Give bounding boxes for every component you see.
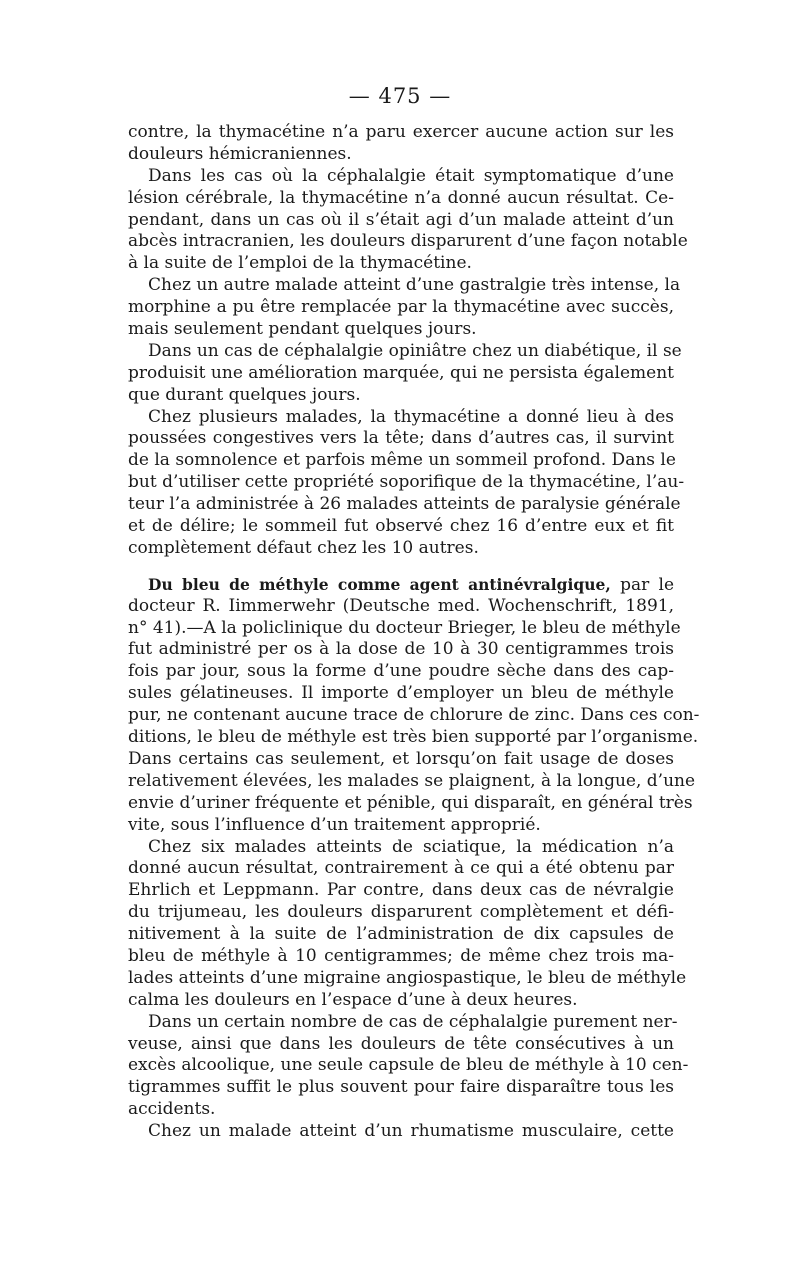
text-line: n° 41).—A la policlinique du docteur Brieger, le bleu de méthyle bbox=[128, 617, 681, 638]
text-line: produisit une amélioration marquée, qui ne persista également bbox=[128, 362, 674, 383]
text-line: Dans un cas de céphalalgie opiniâtre chez un diabétique, il se bbox=[148, 340, 682, 361]
section-gap bbox=[128, 560, 674, 574]
text-line: calma les douleurs en l’espace d’une à deux heures. bbox=[128, 989, 578, 1010]
text-line: veuse, ainsi que dans les douleurs de tête consécutives à un bbox=[128, 1033, 674, 1054]
text-line: vite, sous l’influence d’un traitement approprié. bbox=[128, 814, 541, 835]
text-line: relativement élevées, les malades se plaignent, à la longue, d’une bbox=[128, 770, 696, 791]
text-line: Chez un malade atteint d’un rhumatisme musculaire, cette bbox=[148, 1121, 674, 1142]
text-line: Chez six malades atteints de sciatique, la médication n’a bbox=[148, 836, 674, 857]
text-line: contre, la thymacétine n’a paru exercer aucune action sur les bbox=[128, 122, 674, 142]
text-line: de la somnolence et parfois même un sommeil profond. Dans le bbox=[128, 450, 676, 471]
text-line: et de délire; le sommeil fut observé chez 16 d’entre eux et fit bbox=[128, 516, 674, 537]
text-line: sules gélatineuses. Il importe d’employer un bleu de méthyle bbox=[128, 683, 674, 704]
text-line: excès alcoolique, une seule capsule de bleu de méthyle à 10 cen- bbox=[128, 1055, 689, 1076]
text-line: mais seulement pendant quelques jours. bbox=[128, 319, 477, 340]
text-line: Dans les cas où la céphalalgie était symptomatique d’une bbox=[148, 165, 674, 186]
text-line: fois par jour, sous la forme d’une poudre sèche dans des cap- bbox=[128, 661, 674, 682]
text-line: Dans certains cas seulement, et lorsqu’on fait usage de doses bbox=[128, 748, 674, 769]
text-line: morphine a pu être remplacée par la thymacétine avec succès, bbox=[128, 297, 674, 318]
text-line: poussées congestives vers la tête; dans d’autres cas, il survint bbox=[128, 428, 674, 449]
section-rubric: Du bleu de méthyle comme agent antinévralgique, bbox=[148, 574, 611, 594]
text-line: accidents. bbox=[128, 1099, 216, 1120]
text-line: lades atteints d’une migraine angiospastique, le bleu de méthyle bbox=[128, 967, 687, 988]
text-line: docteur R. Iimmerwehr (Deutsche med. Wochenschrift, 1891, bbox=[128, 595, 674, 616]
text-line: du trijumeau, les douleurs disparurent complètement et défi- bbox=[128, 902, 674, 923]
text-line: douleurs hémicraniennes. bbox=[128, 143, 352, 164]
page-number: — 475 — bbox=[348, 84, 452, 108]
text-line: que durant quelques jours. bbox=[128, 384, 361, 405]
text-line: but d’utiliser cette propriété soporifique de la thymacétine, l’au- bbox=[128, 472, 685, 493]
text-line: complètement défaut chez les 10 autres. bbox=[128, 537, 479, 558]
text-line: Dans un certain nombre de cas de céphalalgie purement ner- bbox=[148, 1011, 678, 1032]
text-line: tigrammes suffit le plus souvent pour faire disparaître tous les bbox=[128, 1077, 674, 1098]
section-heading-line bbox=[128, 574, 674, 596]
section-rubric-continuation: par le bbox=[610, 574, 675, 595]
text-line: pendant, dans un cas où il s’était agi d’un malade atteint d’un bbox=[128, 209, 674, 230]
text-line: lésion cérébrale, la thymacétine n’a donné aucun résultat. Ce- bbox=[128, 187, 674, 208]
text-line: teur l’a administrée à 26 malades atteints de paralysie générale bbox=[128, 494, 681, 515]
text-line: Ehrlich et Leppmann. Par contre, dans deux cas de névralgie bbox=[128, 880, 674, 901]
text-line: fut administré per os à la dose de 10 à 30 centigrammes trois bbox=[128, 639, 674, 660]
text-line: Chez un autre malade atteint d’une gastralgie très intense, la bbox=[148, 275, 681, 296]
text-line: à la suite de l’emploi de la thymacétine. bbox=[128, 253, 472, 274]
body-text bbox=[128, 122, 700, 1143]
text-line: Chez plusieurs malades, la thymacétine a donné lieu à des bbox=[148, 406, 674, 427]
text-line: ditions, le bleu de méthyle est très bien supporté par l’organisme. bbox=[128, 727, 699, 748]
text-line: abcès intracranien, les douleurs disparurent d’une façon notable bbox=[128, 231, 688, 252]
text-line: pur, ne contenant aucune trace de chlorure de zinc. Dans ces con- bbox=[128, 705, 700, 726]
text-line: bleu de méthyle à 10 centigrammes; de même chez trois ma- bbox=[128, 945, 674, 966]
text-line: donné aucun résultat, contrairement à ce qui a été obtenu par bbox=[128, 858, 674, 879]
text-line: nitivement à la suite de l’administration de dix capsules de bbox=[128, 924, 674, 945]
text-line: envie d’uriner fréquente et pénible, qui disparaît, en général très bbox=[128, 792, 693, 813]
